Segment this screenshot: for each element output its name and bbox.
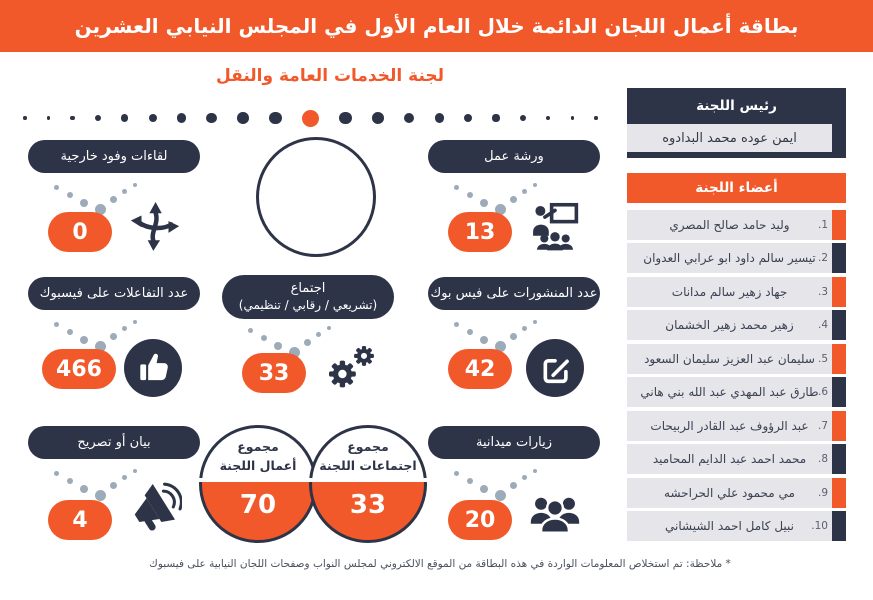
member-tab bbox=[832, 444, 846, 474]
scatter-dot bbox=[454, 322, 459, 327]
stat-card-statements bbox=[28, 426, 200, 554]
member-number: 3. bbox=[817, 286, 828, 298]
member-tab bbox=[832, 511, 846, 541]
member-row bbox=[627, 210, 846, 240]
presentation-icon bbox=[528, 198, 582, 252]
stat-card-delegations bbox=[28, 140, 200, 268]
scatter-dot bbox=[454, 185, 459, 190]
member-row bbox=[627, 310, 846, 340]
member-name: سليمان عبد العزيز سليمان السعود bbox=[644, 352, 815, 366]
member-name: تيسير سالم داود ابو عرابي العدوان bbox=[643, 251, 816, 265]
member-tab bbox=[832, 210, 846, 240]
progress-dot bbox=[177, 113, 186, 122]
arrows-icon bbox=[128, 198, 182, 252]
progress-dot bbox=[594, 116, 598, 120]
scatter-dot bbox=[327, 326, 331, 330]
member-tab bbox=[832, 411, 846, 441]
scatter-dot bbox=[510, 333, 517, 340]
member-name: عبد الرؤوف عبد القادر الربيحات bbox=[650, 419, 809, 433]
scatter-dot bbox=[454, 471, 459, 476]
stat-value-fb-posts: 42 bbox=[448, 349, 512, 389]
scatter-dot bbox=[80, 485, 88, 493]
stat-label-fb-interactions: عدد التفاعلات على فيسبوك bbox=[28, 277, 200, 310]
people-icon bbox=[526, 482, 584, 540]
scatter-dot bbox=[122, 326, 127, 331]
scatter-dot bbox=[510, 482, 517, 489]
stat-card-fb-posts bbox=[428, 277, 600, 405]
scatter-dot bbox=[495, 490, 506, 501]
member-number: 9. bbox=[817, 487, 828, 499]
scatter-dot bbox=[522, 189, 527, 194]
progress-dot bbox=[520, 115, 526, 121]
member-row bbox=[627, 444, 846, 474]
progress-dot bbox=[464, 114, 472, 122]
scatter-dot bbox=[467, 192, 473, 198]
committee-name: لجنة الخدمات العامة والنقل bbox=[215, 66, 445, 86]
scatter-dot bbox=[67, 192, 73, 198]
progress-dot bbox=[269, 112, 282, 125]
stat-label-field-visits: زيارات ميدانية bbox=[428, 426, 600, 459]
progress-dot bbox=[372, 112, 384, 124]
total-meetings-label-line1: مجموع bbox=[347, 439, 389, 454]
scatter-dot bbox=[261, 335, 267, 341]
progress-dot bbox=[149, 114, 157, 122]
member-number: 10. bbox=[811, 520, 828, 532]
progress-dot bbox=[404, 113, 415, 124]
progress-dot bbox=[206, 113, 217, 124]
progress-dot bbox=[492, 114, 499, 121]
scatter-dot bbox=[467, 478, 473, 484]
total-works-label-line1: مجموع bbox=[237, 439, 279, 454]
stat-value-meetings: 33 bbox=[242, 353, 306, 393]
scatter-dot bbox=[522, 326, 527, 331]
member-number: 6. bbox=[817, 386, 828, 398]
scatter-dot bbox=[533, 469, 537, 473]
progress-dot bbox=[70, 116, 75, 121]
member-name: طارق عبد المهدي عبد الله بني هاني bbox=[640, 385, 819, 399]
stat-card-workshops bbox=[428, 140, 600, 268]
chairman-name: ايمن عوده محمد البدادوه bbox=[627, 124, 832, 152]
member-tab bbox=[832, 478, 846, 508]
member-row bbox=[627, 243, 846, 273]
scatter-dot bbox=[248, 328, 253, 333]
scatter-dot bbox=[67, 478, 73, 484]
progress-dot-active bbox=[302, 110, 319, 127]
stat-card-fb-interactions bbox=[28, 277, 200, 405]
member-number: 8. bbox=[817, 453, 828, 465]
member-number: 5. bbox=[817, 353, 828, 365]
scatter-dot bbox=[522, 475, 527, 480]
stat-label-meetings-line2: (تشريعي / رقابي / تنظيمي) bbox=[238, 297, 378, 312]
scatter-dot bbox=[67, 329, 73, 335]
scatter-dot bbox=[480, 485, 488, 493]
stat-card-field-visits bbox=[428, 426, 600, 554]
progress-dot bbox=[23, 116, 27, 120]
member-name: وليد حامد صالح المصري bbox=[669, 218, 790, 232]
scatter-dot bbox=[122, 189, 127, 194]
progress-dot bbox=[95, 115, 101, 121]
progress-dots bbox=[23, 107, 598, 129]
member-row bbox=[627, 411, 846, 441]
gears-icon bbox=[322, 339, 378, 395]
scatter-dot bbox=[133, 469, 137, 473]
member-number: 2. bbox=[817, 252, 828, 264]
scatter-dot bbox=[467, 329, 473, 335]
total-meetings-label bbox=[312, 437, 424, 476]
chairman-title: رئيس اللجنة bbox=[696, 98, 777, 114]
total-works-label bbox=[202, 437, 314, 476]
scatter-dot bbox=[110, 482, 117, 489]
progress-dot bbox=[339, 112, 352, 125]
stat-card-meetings bbox=[222, 275, 394, 403]
member-number: 4. bbox=[817, 319, 828, 331]
progress-dot bbox=[47, 116, 51, 120]
scatter-dot bbox=[54, 471, 59, 476]
member-tab bbox=[832, 344, 846, 374]
thumbs-up-icon bbox=[124, 339, 182, 397]
stat-label-meetings-line1: اجتماع bbox=[290, 281, 326, 297]
stat-label-statements: بيان أو تصريح bbox=[28, 426, 200, 459]
stat-label-fb-posts: عدد المنشورات على فيس بوك bbox=[428, 277, 600, 310]
scatter-dot bbox=[80, 199, 88, 207]
progress-dot bbox=[237, 112, 249, 124]
member-name: مي محمود علي الحراحشه bbox=[664, 486, 795, 500]
scatter-dot bbox=[133, 320, 137, 324]
scatter-dot bbox=[110, 333, 117, 340]
scatter-dot bbox=[480, 336, 488, 344]
scatter-dots bbox=[54, 182, 138, 210]
total-meetings-label-line2: اجتماعات اللجنة bbox=[319, 458, 417, 474]
members-header: أعضاء اللجنة bbox=[627, 173, 846, 203]
stat-label-meetings bbox=[222, 275, 394, 319]
stat-label-delegations: لقاءات وفود خارجية bbox=[28, 140, 200, 173]
scatter-dot bbox=[274, 342, 282, 350]
progress-dot bbox=[571, 116, 575, 120]
member-row bbox=[627, 377, 846, 407]
member-tab bbox=[832, 310, 846, 340]
scatter-dot bbox=[54, 185, 59, 190]
scatter-dot bbox=[480, 199, 488, 207]
member-name: جهاد زهير سالم مدانات bbox=[671, 285, 788, 299]
stat-value-statements: 4 bbox=[48, 500, 112, 540]
stat-value-workshops: 13 bbox=[448, 212, 512, 252]
member-row bbox=[627, 478, 846, 508]
header-bar bbox=[0, 0, 873, 52]
member-row bbox=[627, 344, 846, 374]
edit-icon bbox=[526, 339, 584, 397]
member-tab bbox=[832, 377, 846, 407]
stat-label-workshops: ورشة عمل bbox=[428, 140, 600, 173]
member-name: زهير محمد زهير الخشمان bbox=[665, 318, 794, 332]
stat-value-fb-interactions: 466 bbox=[42, 349, 116, 389]
scatter-dots bbox=[454, 182, 538, 210]
scatter-dot bbox=[54, 322, 59, 327]
member-number: 7. bbox=[817, 420, 828, 432]
member-number: 1. bbox=[817, 219, 828, 231]
scatter-dot bbox=[95, 490, 106, 501]
chairman-panel bbox=[627, 88, 846, 158]
scatter-dot bbox=[533, 320, 537, 324]
megaphone-icon bbox=[126, 480, 182, 536]
scatter-dot bbox=[510, 196, 517, 203]
scatter-dot bbox=[304, 339, 311, 346]
member-name: نبيل كامل احمد الشيشاني bbox=[665, 519, 795, 533]
member-tab bbox=[832, 243, 846, 273]
scatter-dot bbox=[110, 196, 117, 203]
page-title: بطاقة أعمال اللجان الدائمة خلال العام الأول في المجلس النيابي العشرين bbox=[74, 14, 799, 38]
member-tab bbox=[832, 277, 846, 307]
progress-dot bbox=[546, 116, 551, 121]
total-meetings-value: 33 bbox=[349, 490, 387, 520]
stat-value-delegations: 0 bbox=[48, 212, 112, 252]
progress-dot bbox=[121, 114, 128, 121]
total-meetings-circle bbox=[309, 425, 427, 543]
stat-value-field-visits: 20 bbox=[448, 500, 512, 540]
scatter-dot bbox=[80, 336, 88, 344]
scatter-dots bbox=[248, 325, 332, 353]
member-row bbox=[627, 511, 846, 541]
total-works-value: 70 bbox=[239, 490, 277, 520]
member-row bbox=[627, 277, 846, 307]
scatter-dot bbox=[533, 183, 537, 187]
total-works-label-line2: أعمال اللجنة bbox=[219, 458, 297, 474]
logo-placeholder-circle bbox=[256, 137, 376, 257]
total-works-circle bbox=[199, 425, 317, 543]
progress-dot bbox=[435, 113, 444, 122]
footer-note: * ملاحظة: تم استخلاص المعلومات الواردة في هذه البطاقة من الموقع الالكتروني لمجلس النواب وصفحات اللجان النيابية على فيسبوك bbox=[149, 558, 731, 570]
scatter-dot bbox=[316, 332, 321, 337]
scatter-dot bbox=[133, 183, 137, 187]
member-name: محمد احمد عبد الدايم المحاميد bbox=[652, 452, 807, 466]
